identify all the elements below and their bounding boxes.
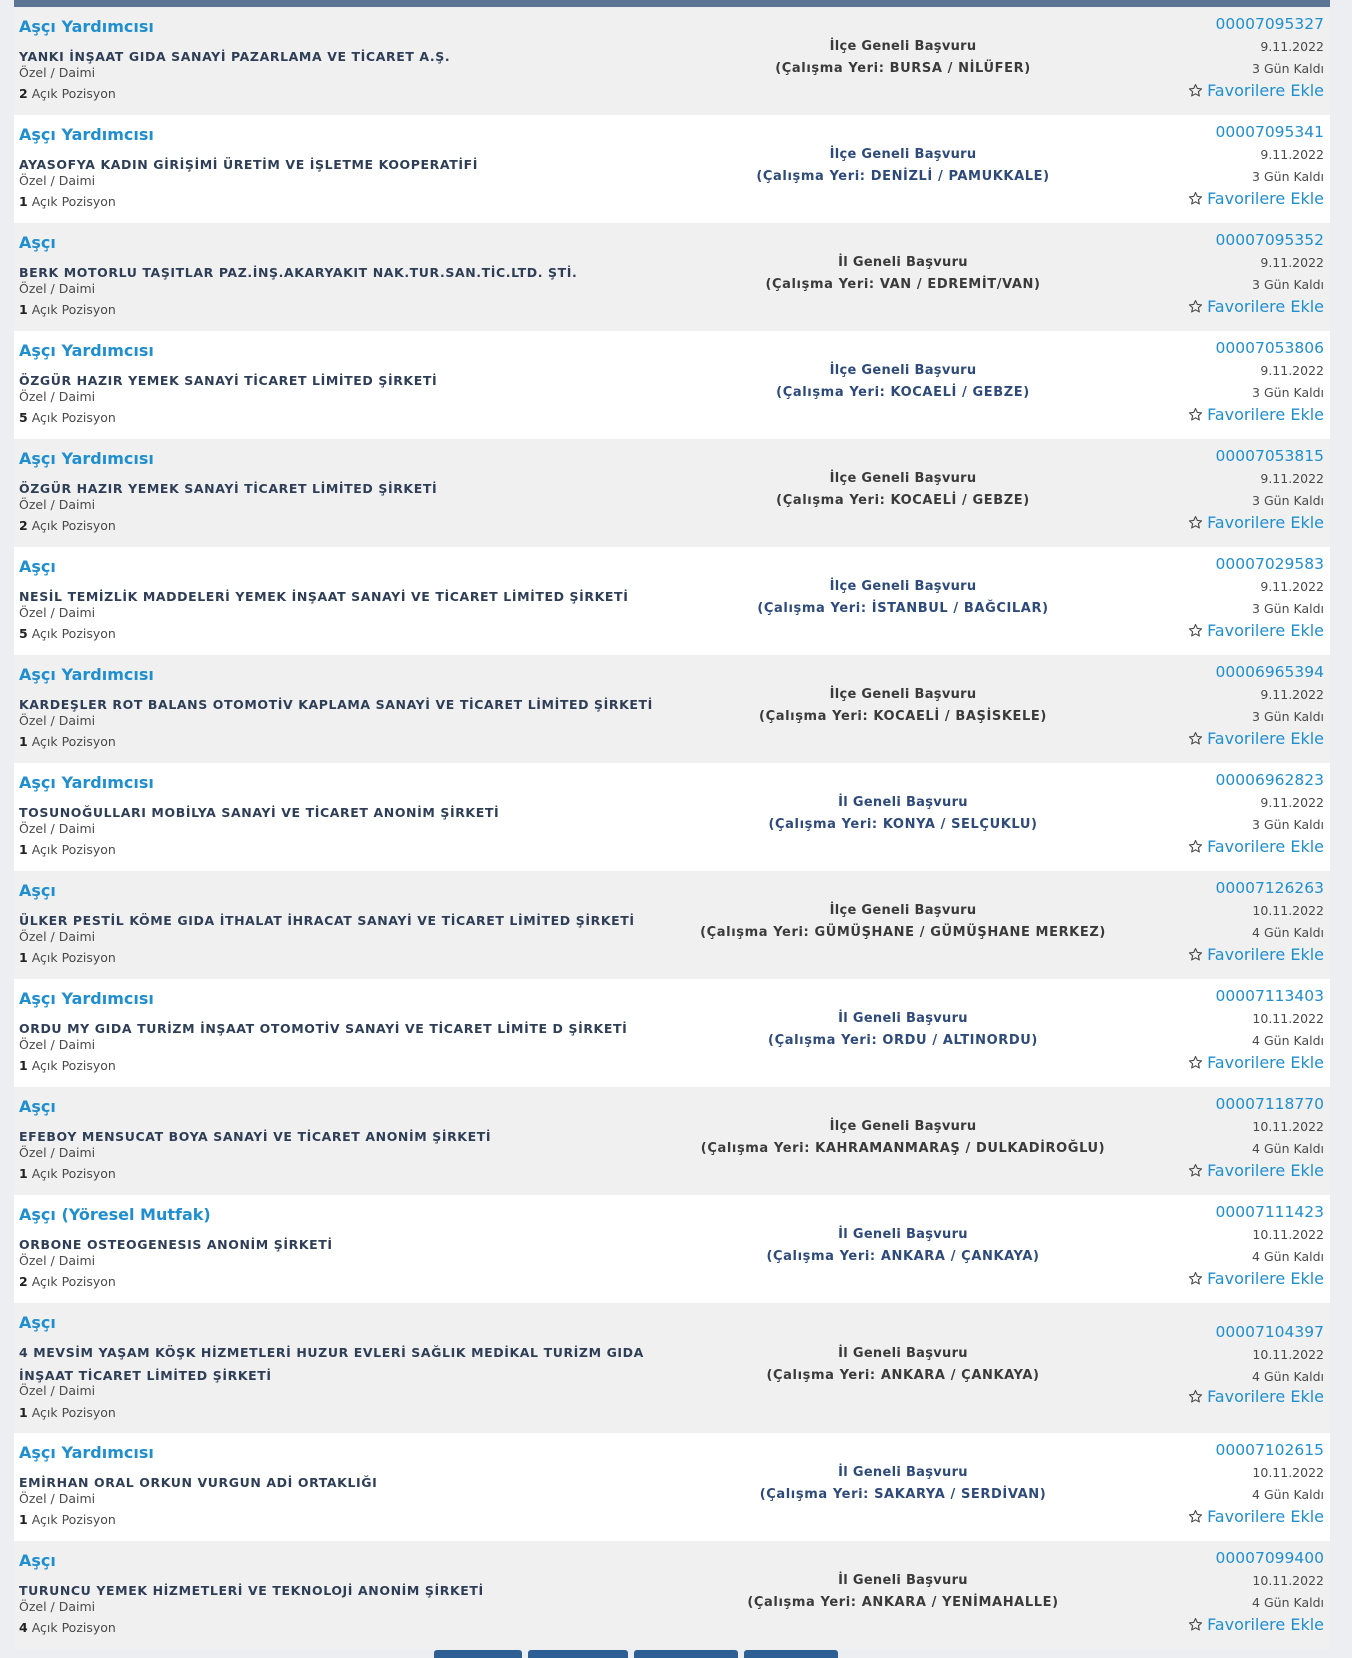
work-location: (Çalışma Yeri: İSTANBUL / BAĞCILAR) <box>757 601 1049 616</box>
work-location: (Çalışma Yeri: BURSA / NİLÜFER) <box>775 61 1031 76</box>
open-positions <box>19 1058 116 1073</box>
job-date: 9.11.2022 <box>1260 147 1324 162</box>
open-positions <box>19 842 116 857</box>
open-positions-count: 1 <box>19 1058 28 1073</box>
open-positions-label: Açık Pozisyon <box>31 1058 116 1073</box>
job-title-link[interactable]: Aşçı <box>19 233 56 252</box>
work-location: (Çalışma Yeri: ANKARA / ÇANKAYA) <box>766 1249 1040 1264</box>
add-favorite-button[interactable] <box>1188 1161 1324 1180</box>
company-name: AYASOFYA KADIN GİRİŞİMİ ÜRETİM VE İŞLETME KOOPERATİFİ <box>19 157 478 172</box>
open-positions-label: Açık Pozisyon <box>31 950 116 965</box>
open-positions <box>19 518 116 533</box>
star-icon <box>1188 1163 1203 1178</box>
work-location: (Çalışma Yeri: SAKARYA / SERDİVAN) <box>759 1487 1047 1502</box>
add-favorite-button[interactable] <box>1188 1387 1324 1406</box>
job-number-link[interactable]: 00007053815 <box>1215 447 1324 465</box>
company-name: KARDEŞLER ROT BALANS OTOMOTİV KAPLAMA SANAYİ VE TİCARET LİMİTED ŞİRKETİ <box>19 697 653 712</box>
employment-type: Özel / Daimi <box>19 929 96 944</box>
open-positions-count: 1 <box>19 194 28 209</box>
add-favorite-label: Favorilere Ekle <box>1207 945 1324 964</box>
employment-type: Özel / Daimi <box>19 605 96 620</box>
add-favorite-label: Favorilere Ekle <box>1207 1161 1324 1180</box>
job-row <box>14 331 1330 439</box>
application-scope: İl Geneli Başvuru <box>838 1573 968 1588</box>
open-positions-label: Açık Pozisyon <box>31 302 116 317</box>
add-favorite-label: Favorilere Ekle <box>1207 1269 1324 1288</box>
open-positions-label: Açık Pozisyon <box>31 86 116 101</box>
open-positions-label: Açık Pozisyon <box>31 626 116 641</box>
pagination <box>0 1650 1352 1658</box>
pagination-button[interactable] <box>744 1650 838 1658</box>
employment-type: Özel / Daimi <box>19 281 96 296</box>
job-title-link[interactable]: Aşçı <box>19 1313 56 1332</box>
open-positions-label: Açık Pozisyon <box>31 1274 116 1289</box>
job-title-link[interactable]: Aşçı (Yöresel Mutfak) <box>19 1205 211 1224</box>
employment-type: Özel / Daimi <box>19 1037 96 1052</box>
days-remaining: 4 Gün Kaldı <box>1252 1249 1324 1264</box>
employment-type: Özel / Daimi <box>19 1599 96 1614</box>
days-remaining: 4 Gün Kaldı <box>1252 925 1324 940</box>
company-name: EFEBOY MENSUCAT BOYA SANAYİ VE TİCARET ANONİM ŞİRKETİ <box>19 1129 492 1144</box>
days-remaining: 4 Gün Kaldı <box>1252 1141 1324 1156</box>
star-icon <box>1188 191 1203 206</box>
open-positions-count: 1 <box>19 302 28 317</box>
add-favorite-button[interactable] <box>1188 297 1324 316</box>
job-number-link[interactable]: 00007029583 <box>1215 555 1324 573</box>
days-remaining: 3 Gün Kaldı <box>1252 601 1324 616</box>
job-row <box>14 1087 1330 1195</box>
open-positions-count: 1 <box>19 734 28 749</box>
job-date: 10.11.2022 <box>1252 1119 1324 1134</box>
open-positions <box>19 1512 116 1527</box>
add-favorite-button[interactable] <box>1188 1269 1324 1288</box>
work-location: (Çalışma Yeri: KOCAELİ / BAŞİSKELE) <box>759 709 1047 724</box>
company-name: ORDU MY GIDA TURİZM İNŞAAT OTOMOTİV SANAYİ VE TİCARET LİMİTE D ŞİRKETİ <box>19 1021 628 1036</box>
job-date: 9.11.2022 <box>1260 795 1324 810</box>
job-number-link[interactable]: 00006962823 <box>1215 771 1324 789</box>
application-scope: İl Geneli Başvuru <box>838 1227 968 1242</box>
days-remaining: 4 Gün Kaldı <box>1252 1033 1324 1048</box>
days-remaining: 3 Gün Kaldı <box>1252 61 1324 76</box>
open-positions <box>19 1405 116 1420</box>
job-date: 10.11.2022 <box>1252 1227 1324 1242</box>
open-positions <box>19 194 116 209</box>
job-number-link[interactable]: 00007104397 <box>1215 1323 1324 1341</box>
pagination-button[interactable] <box>434 1650 522 1658</box>
add-favorite-label: Favorilere Ekle <box>1207 1387 1324 1406</box>
open-positions-count: 2 <box>19 518 28 533</box>
open-positions-count: 4 <box>19 1620 28 1635</box>
open-positions <box>19 302 116 317</box>
add-favorite-label: Favorilere Ekle <box>1207 189 1324 208</box>
job-row <box>14 871 1330 979</box>
open-positions <box>19 1166 116 1181</box>
days-remaining: 3 Gün Kaldı <box>1252 493 1324 508</box>
application-scope: İlçe Geneli Başvuru <box>829 687 977 702</box>
open-positions-count: 2 <box>19 1274 28 1289</box>
employment-type: Özel / Daimi <box>19 65 96 80</box>
open-positions-label: Açık Pozisyon <box>31 410 116 425</box>
days-remaining: 4 Gün Kaldı <box>1252 1369 1324 1384</box>
employment-type: Özel / Daimi <box>19 1145 96 1160</box>
employment-type: Özel / Daimi <box>19 1253 96 1268</box>
add-favorite-label: Favorilere Ekle <box>1207 1615 1324 1634</box>
days-remaining: 3 Gün Kaldı <box>1252 169 1324 184</box>
job-title-link[interactable]: Aşçı Yardımcısı <box>19 341 154 360</box>
application-scope: İlçe Geneli Başvuru <box>829 579 977 594</box>
job-number-link[interactable]: 00007102615 <box>1215 1441 1324 1459</box>
company-name: ÖZGÜR HAZIR YEMEK SANAYİ TİCARET LİMİTED ŞİRKETİ <box>19 481 438 496</box>
employment-type: Özel / Daimi <box>19 1383 96 1398</box>
star-icon <box>1188 839 1203 854</box>
open-positions-label: Açık Pozisyon <box>31 734 116 749</box>
add-favorite-button[interactable] <box>1188 405 1324 424</box>
job-date: 9.11.2022 <box>1260 39 1324 54</box>
open-positions-count: 1 <box>19 1405 28 1420</box>
open-positions-label: Açık Pozisyon <box>31 1405 116 1420</box>
add-favorite-button[interactable] <box>1188 189 1324 208</box>
add-favorite-button[interactable] <box>1188 621 1324 640</box>
pagination-button[interactable] <box>528 1650 628 1658</box>
job-number-link[interactable]: 00007095352 <box>1215 231 1324 249</box>
add-favorite-label: Favorilere Ekle <box>1207 837 1324 856</box>
work-location: (Çalışma Yeri: GÜMÜŞHANE / GÜMÜŞHANE MERKEZ) <box>700 925 1106 940</box>
open-positions <box>19 1620 116 1635</box>
days-remaining: 3 Gün Kaldı <box>1252 709 1324 724</box>
add-favorite-button[interactable] <box>1188 81 1324 100</box>
job-title-link[interactable]: Aşçı Yardımcısı <box>19 17 154 36</box>
job-row <box>14 223 1330 331</box>
days-remaining: 4 Gün Kaldı <box>1252 1487 1324 1502</box>
job-title-link[interactable]: Aşçı Yardımcısı <box>19 665 154 684</box>
work-location: (Çalışma Yeri: KONYA / SELÇUKLU) <box>768 817 1038 832</box>
work-location: (Çalışma Yeri: DENİZLİ / PAMUKKALE) <box>756 169 1050 184</box>
open-positions <box>19 626 116 641</box>
add-favorite-button[interactable] <box>1188 1615 1324 1634</box>
job-row <box>14 115 1330 223</box>
job-date: 9.11.2022 <box>1260 363 1324 378</box>
job-row <box>14 1433 1330 1541</box>
application-scope: İlçe Geneli Başvuru <box>829 1119 977 1134</box>
job-title-link[interactable]: Aşçı Yardımcısı <box>19 125 154 144</box>
job-number-link[interactable]: 00007095327 <box>1215 15 1324 33</box>
job-row <box>14 1541 1330 1649</box>
job-date: 9.11.2022 <box>1260 471 1324 486</box>
employment-type: Özel / Daimi <box>19 389 96 404</box>
job-number-link[interactable]: 00007113403 <box>1215 987 1324 1005</box>
add-favorite-label: Favorilere Ekle <box>1207 81 1324 100</box>
star-icon <box>1188 947 1203 962</box>
pagination-button[interactable] <box>634 1650 738 1658</box>
job-date: 10.11.2022 <box>1252 1011 1324 1026</box>
add-favorite-button[interactable] <box>1188 1053 1324 1072</box>
job-date: 10.11.2022 <box>1252 903 1324 918</box>
application-scope: İl Geneli Başvuru <box>838 255 968 270</box>
open-positions-label: Açık Pozisyon <box>31 1512 116 1527</box>
job-date: 9.11.2022 <box>1260 579 1324 594</box>
application-scope: İlçe Geneli Başvuru <box>829 471 977 486</box>
open-positions-count: 1 <box>19 1166 28 1181</box>
work-location: (Çalışma Yeri: ANKARA / YENİMAHALLE) <box>747 1595 1059 1610</box>
company-name: YANKI İNŞAAT GIDA SANAYİ PAZARLAMA VE TİCARET A.Ş. <box>19 49 451 64</box>
job-row <box>14 979 1330 1087</box>
company-name: TURUNCU YEMEK HİZMETLERİ VE TEKNOLOJİ ANONİM ŞİRKETİ <box>19 1583 484 1598</box>
open-positions-count: 2 <box>19 86 28 101</box>
work-location: (Çalışma Yeri: ANKARA / ÇANKAYA) <box>766 1368 1040 1383</box>
job-title-link[interactable]: Aşçı <box>19 1551 56 1570</box>
application-scope: İl Geneli Başvuru <box>838 1346 968 1361</box>
job-title-link[interactable]: Aşçı <box>19 881 56 900</box>
job-date: 10.11.2022 <box>1252 1573 1324 1588</box>
open-positions-label: Açık Pozisyon <box>31 1620 116 1635</box>
add-favorite-label: Favorilere Ekle <box>1207 621 1324 640</box>
job-date: 9.11.2022 <box>1260 687 1324 702</box>
job-row <box>14 7 1330 115</box>
job-number-link[interactable]: 00007053806 <box>1215 339 1324 357</box>
add-favorite-button[interactable] <box>1188 945 1324 964</box>
company-name: TOSUNOĞULLARI MOBİLYA SANAYİ VE TİCARET ANONİM ŞİRKETİ <box>19 805 500 820</box>
open-positions-count: 1 <box>19 1512 28 1527</box>
star-icon <box>1188 1271 1203 1286</box>
open-positions-count: 1 <box>19 950 28 965</box>
open-positions-count: 5 <box>19 410 28 425</box>
work-location: (Çalışma Yeri: VAN / EDREMİT/VAN) <box>765 277 1041 292</box>
work-location: (Çalışma Yeri: KOCAELİ / GEBZE) <box>776 385 1030 400</box>
days-remaining: 4 Gün Kaldı <box>1252 1595 1324 1610</box>
open-positions-count: 1 <box>19 842 28 857</box>
job-row <box>14 547 1330 655</box>
add-favorite-label: Favorilere Ekle <box>1207 297 1324 316</box>
add-favorite-button[interactable] <box>1188 513 1324 532</box>
job-title-link[interactable]: Aşçı <box>19 557 56 576</box>
open-positions <box>19 410 116 425</box>
job-title-link[interactable]: Aşçı Yardımcısı <box>19 449 154 468</box>
job-number-link[interactable]: 00007126263 <box>1215 879 1324 897</box>
open-positions-label: Açık Pozisyon <box>31 842 116 857</box>
application-scope: İlçe Geneli Başvuru <box>829 147 977 162</box>
application-scope: İl Geneli Başvuru <box>838 1465 968 1480</box>
open-positions-label: Açık Pozisyon <box>31 1166 116 1181</box>
company-name: BERK MOTORLU TAŞITLAR PAZ.İNŞ.AKARYAKIT NAK.TUR.SAN.TİC.LTD. ŞTİ. <box>19 265 578 280</box>
job-number-link[interactable]: 00007099400 <box>1215 1549 1324 1567</box>
job-number-link[interactable]: 00007111423 <box>1215 1203 1324 1221</box>
employment-type: Özel / Daimi <box>19 173 96 188</box>
open-positions <box>19 1274 116 1289</box>
employment-type: Özel / Daimi <box>19 821 96 836</box>
job-number-link[interactable]: 00006965394 <box>1215 663 1324 681</box>
employment-type: Özel / Daimi <box>19 497 96 512</box>
work-location: (Çalışma Yeri: KAHRAMANMARAŞ / DULKADİROĞLU) <box>700 1141 1106 1156</box>
add-favorite-button[interactable] <box>1188 1507 1324 1526</box>
list-header-bar <box>14 0 1330 7</box>
days-remaining: 3 Gün Kaldı <box>1252 817 1324 832</box>
job-row <box>14 439 1330 547</box>
star-icon <box>1188 731 1203 746</box>
add-favorite-label: Favorilere Ekle <box>1207 729 1324 748</box>
open-positions <box>19 950 116 965</box>
add-favorite-label: Favorilere Ekle <box>1207 1507 1324 1526</box>
days-remaining: 3 Gün Kaldı <box>1252 385 1324 400</box>
application-scope: İlçe Geneli Başvuru <box>829 903 977 918</box>
job-title-link[interactable]: Aşçı <box>19 1097 56 1116</box>
add-favorite-label: Favorilere Ekle <box>1207 513 1324 532</box>
star-icon <box>1188 83 1203 98</box>
add-favorite-button[interactable] <box>1188 729 1324 748</box>
employment-type: Özel / Daimi <box>19 1491 96 1506</box>
company-name: ÖZGÜR HAZIR YEMEK SANAYİ TİCARET LİMİTED ŞİRKETİ <box>19 373 438 388</box>
job-number-link[interactable]: 00007118770 <box>1215 1095 1324 1113</box>
open-positions-label: Açık Pozisyon <box>31 518 116 533</box>
application-scope: İlçe Geneli Başvuru <box>829 39 977 54</box>
company-name: 4 MEVSİM YAŞAM KÖŞK HİZMETLERİ HUZUR EVLERİ SAĞLIK MEDİKAL TURİZM GIDA İNŞAAT TİCARET LİMİTED ŞİRKETİ <box>19 1345 644 1383</box>
job-row <box>14 1303 1330 1433</box>
job-number-link[interactable]: 00007095341 <box>1215 123 1324 141</box>
star-icon <box>1188 515 1203 530</box>
job-list <box>14 7 1330 1649</box>
job-row <box>14 1195 1330 1303</box>
application-scope: İlçe Geneli Başvuru <box>829 363 977 378</box>
job-title-link[interactable]: Aşçı Yardımcısı <box>19 989 154 1008</box>
work-location: (Çalışma Yeri: KOCAELİ / GEBZE) <box>776 493 1030 508</box>
job-title-link[interactable]: Aşçı Yardımcısı <box>19 1443 154 1462</box>
job-title-link[interactable]: Aşçı Yardımcısı <box>19 773 154 792</box>
add-favorite-label: Favorilere Ekle <box>1207 405 1324 424</box>
work-location: (Çalışma Yeri: ORDU / ALTINORDU) <box>768 1033 1038 1048</box>
star-icon <box>1188 1389 1203 1404</box>
star-icon <box>1188 299 1203 314</box>
company-name: ORBONE OSTEOGENESIS ANONİM ŞİRKETİ <box>19 1237 333 1252</box>
job-date: 10.11.2022 <box>1252 1347 1324 1362</box>
open-positions <box>19 734 116 749</box>
open-positions <box>19 86 116 101</box>
days-remaining: 3 Gün Kaldı <box>1252 277 1324 292</box>
add-favorite-button[interactable] <box>1188 837 1324 856</box>
star-icon <box>1188 407 1203 422</box>
company-name: ÜLKER PESTİL KÖME GIDA İTHALAT İHRACAT SANAYİ VE TİCARET LİMİTED ŞİRKETİ <box>19 913 635 928</box>
star-icon <box>1188 1055 1203 1070</box>
open-positions-label: Açık Pozisyon <box>31 194 116 209</box>
job-row <box>14 655 1330 763</box>
open-positions-count: 5 <box>19 626 28 641</box>
job-date: 10.11.2022 <box>1252 1465 1324 1480</box>
employment-type: Özel / Daimi <box>19 713 96 728</box>
company-name: NESİL TEMİZLİK MADDELERİ YEMEK İNŞAAT SANAYİ VE TİCARET LİMİTED ŞİRKETİ <box>19 589 629 604</box>
company-name: EMİRHAN ORAL ORKUN VURGUN ADİ ORTAKLIĞI <box>19 1475 378 1490</box>
add-favorite-label: Favorilere Ekle <box>1207 1053 1324 1072</box>
application-scope: İl Geneli Başvuru <box>838 1011 968 1026</box>
job-row <box>14 763 1330 871</box>
star-icon <box>1188 1617 1203 1632</box>
job-date: 9.11.2022 <box>1260 255 1324 270</box>
application-scope: İl Geneli Başvuru <box>838 795 968 810</box>
star-icon <box>1188 623 1203 638</box>
star-icon <box>1188 1509 1203 1524</box>
